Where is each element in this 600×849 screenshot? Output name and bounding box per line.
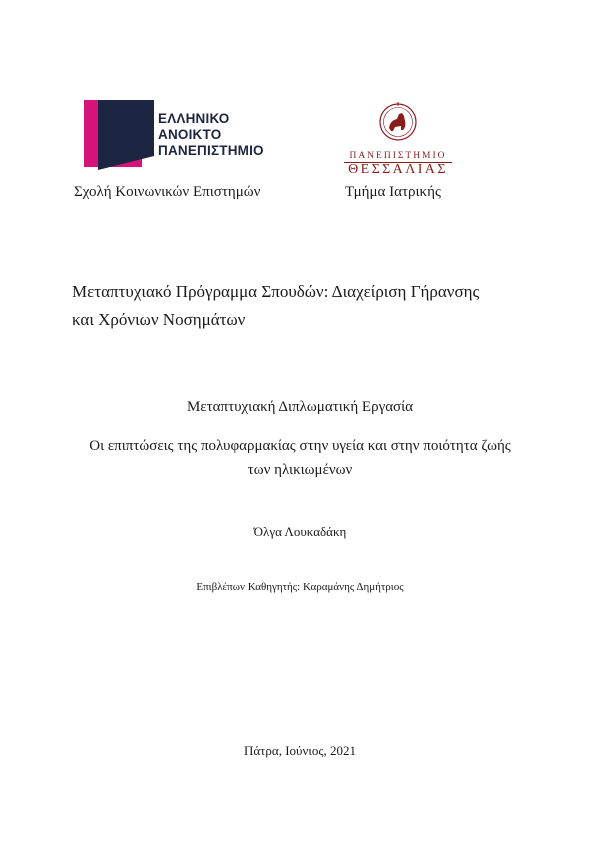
- eap-emblem-icon: [84, 97, 154, 173]
- thesis-title: [0, 434, 600, 482]
- author-name: Όλγα Λουκαδάκη: [253, 524, 347, 539]
- thesis-title-line2: των ηλικιωμένων: [247, 462, 353, 478]
- place-date: Πάτρα, Ιούνιος, 2021: [243, 743, 356, 758]
- eap-logo-line3: ΠΑΝΕΠΙΣΤΗΜΙΟ: [158, 143, 264, 158]
- supervisor-line: [0, 581, 600, 593]
- eap-logo: [84, 97, 284, 173]
- thesis-type: Μεταπτυχιακή Διπλωματική Εργασία: [186, 399, 414, 415]
- uth-logo-line2: ΘΕΣΣΑΛΙΑΣ: [348, 162, 448, 177]
- program-title-line2: και Χρόνιων Νοσημάτων: [72, 310, 246, 329]
- uth-logo-line1: ΠΑΝΕΠΙΣΤΗΜΙΟ: [344, 151, 452, 163]
- program-title: [72, 278, 552, 334]
- school-label: Σχολή Κοινωνικών Επιστημών: [74, 184, 261, 200]
- thesis-title-line1: Οι επιπτώσεις της πολυφαρμακίας στην υγεία και στην ποιότητα ζωής: [89, 438, 511, 454]
- eap-logo-text: [158, 111, 264, 159]
- supervisor-label: Επιβλέπων Καθηγητής:: [196, 581, 301, 593]
- program-title-line1: Μεταπτυχιακό Πρόγραμμα Σπουδών: Διαχείριση Γήρανσης: [72, 282, 480, 301]
- uth-logo: [344, 96, 452, 176]
- uth-seal-icon: [378, 100, 418, 148]
- eap-logo-line1: ΕΛΛΗΝΙΚΟ: [158, 111, 230, 126]
- eap-logo-line2: ΑΝΟΙΚΤΟ: [158, 127, 222, 142]
- supervisor-name: Καραμάνης Δημήτριος: [302, 581, 404, 593]
- department-label: Τμήμα Ιατρικής: [345, 184, 441, 200]
